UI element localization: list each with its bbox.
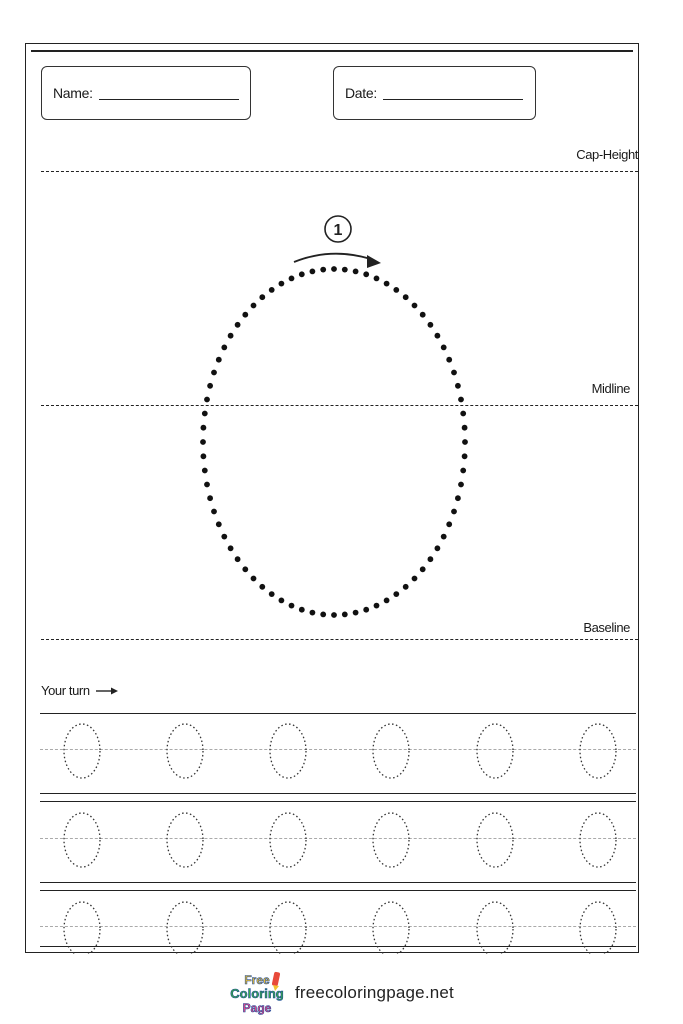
svg-text:Free: Free	[244, 973, 270, 987]
midline-label: Midline	[591, 381, 630, 396]
practice-letter-o	[580, 813, 616, 867]
practice-area[interactable]	[26, 44, 640, 954]
footer-site[interactable]: freecoloringpage.net	[294, 983, 454, 1002]
freecoloringpage-logo-icon	[229, 970, 285, 1016]
practice-letter-o	[580, 902, 616, 954]
practice-letter-o	[580, 724, 616, 778]
practice-letter-o	[270, 813, 306, 867]
practice-letter-o	[167, 724, 203, 778]
practice-letter-o	[64, 724, 100, 778]
svg-text:Coloring: Coloring	[230, 986, 284, 1001]
practice-letter-o	[167, 813, 203, 867]
name-label: Name:	[53, 85, 93, 101]
cap-height-label: Cap-Height	[576, 147, 638, 162]
baseline-label: Baseline	[583, 620, 630, 635]
practice-letter-o	[477, 813, 513, 867]
worksheet	[25, 43, 639, 953]
practice-letter-o	[373, 813, 409, 867]
practice-letter-o	[64, 902, 100, 954]
svg-text:Page: Page	[242, 1001, 272, 1015]
practice-letter-o	[167, 902, 203, 954]
practice-letter-o	[64, 813, 100, 867]
practice-letter-o	[477, 902, 513, 954]
practice-letter-o	[270, 902, 306, 954]
practice-letter-o	[477, 724, 513, 778]
footer	[0, 968, 683, 1018]
stroke-number: 1	[333, 222, 343, 239]
practice-letter-o	[373, 902, 409, 954]
date-label: Date:	[345, 85, 377, 101]
practice-letter-o	[373, 724, 409, 778]
practice-letter-o	[270, 724, 306, 778]
your-turn-label: Your turn	[41, 683, 90, 698]
